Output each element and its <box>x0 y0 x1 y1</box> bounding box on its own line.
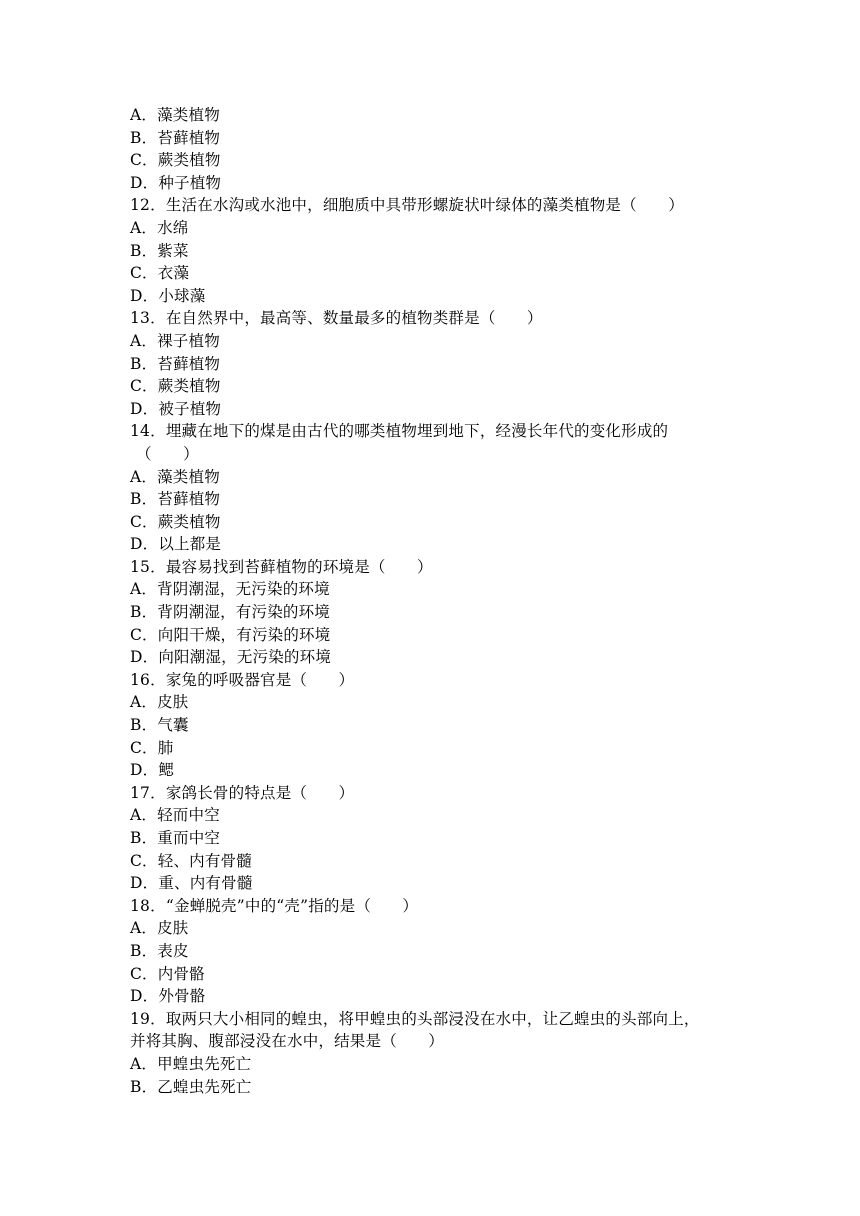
option-line: A．皮肤 <box>130 919 189 938</box>
option-line: B．气囊 <box>130 716 189 735</box>
option-line: C．轻、内有骨髓 <box>130 851 252 870</box>
option-line: B．苔藓植物 <box>130 354 221 373</box>
question-14-continued: （ ） <box>136 444 199 463</box>
question-19-continued: 并将其胸、腹部浸没在水中，结果是（ ） <box>130 1032 445 1051</box>
option-line: A．轻而中空 <box>130 806 220 825</box>
option-line: A．裸子植物 <box>130 331 220 350</box>
option-line: C．内骨骼 <box>130 964 205 983</box>
option-line: B．表皮 <box>130 941 189 960</box>
option-line: A．水绵 <box>130 218 189 237</box>
option-line: C．蕨类植物 <box>130 512 221 531</box>
option-line: C．衣藻 <box>130 264 190 283</box>
option-line: D．向阳潮湿，无污染的环境 <box>130 648 332 667</box>
option-line: A．藻类植物 <box>130 467 220 486</box>
option-line: A．甲蝗虫先死亡 <box>130 1054 252 1073</box>
option-line: B．乙蝗虫先死亡 <box>130 1077 252 1096</box>
question-13: 13．在自然界中，最高等、数量最多的植物类群是（ ） <box>130 309 543 328</box>
option-line: B．苔藓植物 <box>130 128 221 147</box>
option-line: D．被子植物 <box>130 399 222 418</box>
option-line: A．皮肤 <box>130 693 189 712</box>
question-12: 12．生活在水沟或水池中，细胞质中具带形螺旋状叶绿体的藻类植物是（ ） <box>130 196 684 215</box>
option-line: C．向阳干燥，有污染的环境 <box>130 625 331 644</box>
option-line: C．蕨类植物 <box>130 151 221 170</box>
question-17: 17．家鸽长骨的特点是（ ） <box>130 783 355 802</box>
option-line: D．外骨骼 <box>130 987 206 1006</box>
question-14: 14．埋藏在地下的煤是由古代的哪类植物埋到地下，经漫长年代的变化形成的 <box>130 422 669 441</box>
option-line: A．藻类植物 <box>130 106 220 124</box>
option-line: B．紫菜 <box>130 241 189 260</box>
document-page <box>130 104 740 1098</box>
question-16: 16．家兔的呼吸器官是（ ） <box>130 670 355 689</box>
option-line: D．鳃 <box>130 761 175 780</box>
option-line: C．肺 <box>130 738 174 757</box>
option-line: D．以上都是 <box>130 535 222 554</box>
option-line: D．重、内有骨髓 <box>130 874 253 893</box>
option-line: B．苔藓植物 <box>130 490 221 509</box>
question-19: 19．取两只大小相同的蝗虫，将甲蝗虫的头部浸没在水中，让乙蝗虫的头部向上， <box>130 1009 700 1028</box>
option-line: B．重而中空 <box>130 829 221 847</box>
option-line: A．背阴潮湿，无污染的环境 <box>130 580 330 599</box>
question-18: 18．“金蝉脱壳”中的“壳”指的是（ ） <box>130 896 419 915</box>
option-line: B．背阴潮湿，有污染的环境 <box>130 603 330 622</box>
option-line: C．蕨类植物 <box>130 377 221 396</box>
option-line: D．种子植物 <box>130 173 222 192</box>
question-15: 15．最容易找到苔藓植物的环境是（ ） <box>130 557 433 576</box>
option-line: D．小球藻 <box>130 286 206 305</box>
